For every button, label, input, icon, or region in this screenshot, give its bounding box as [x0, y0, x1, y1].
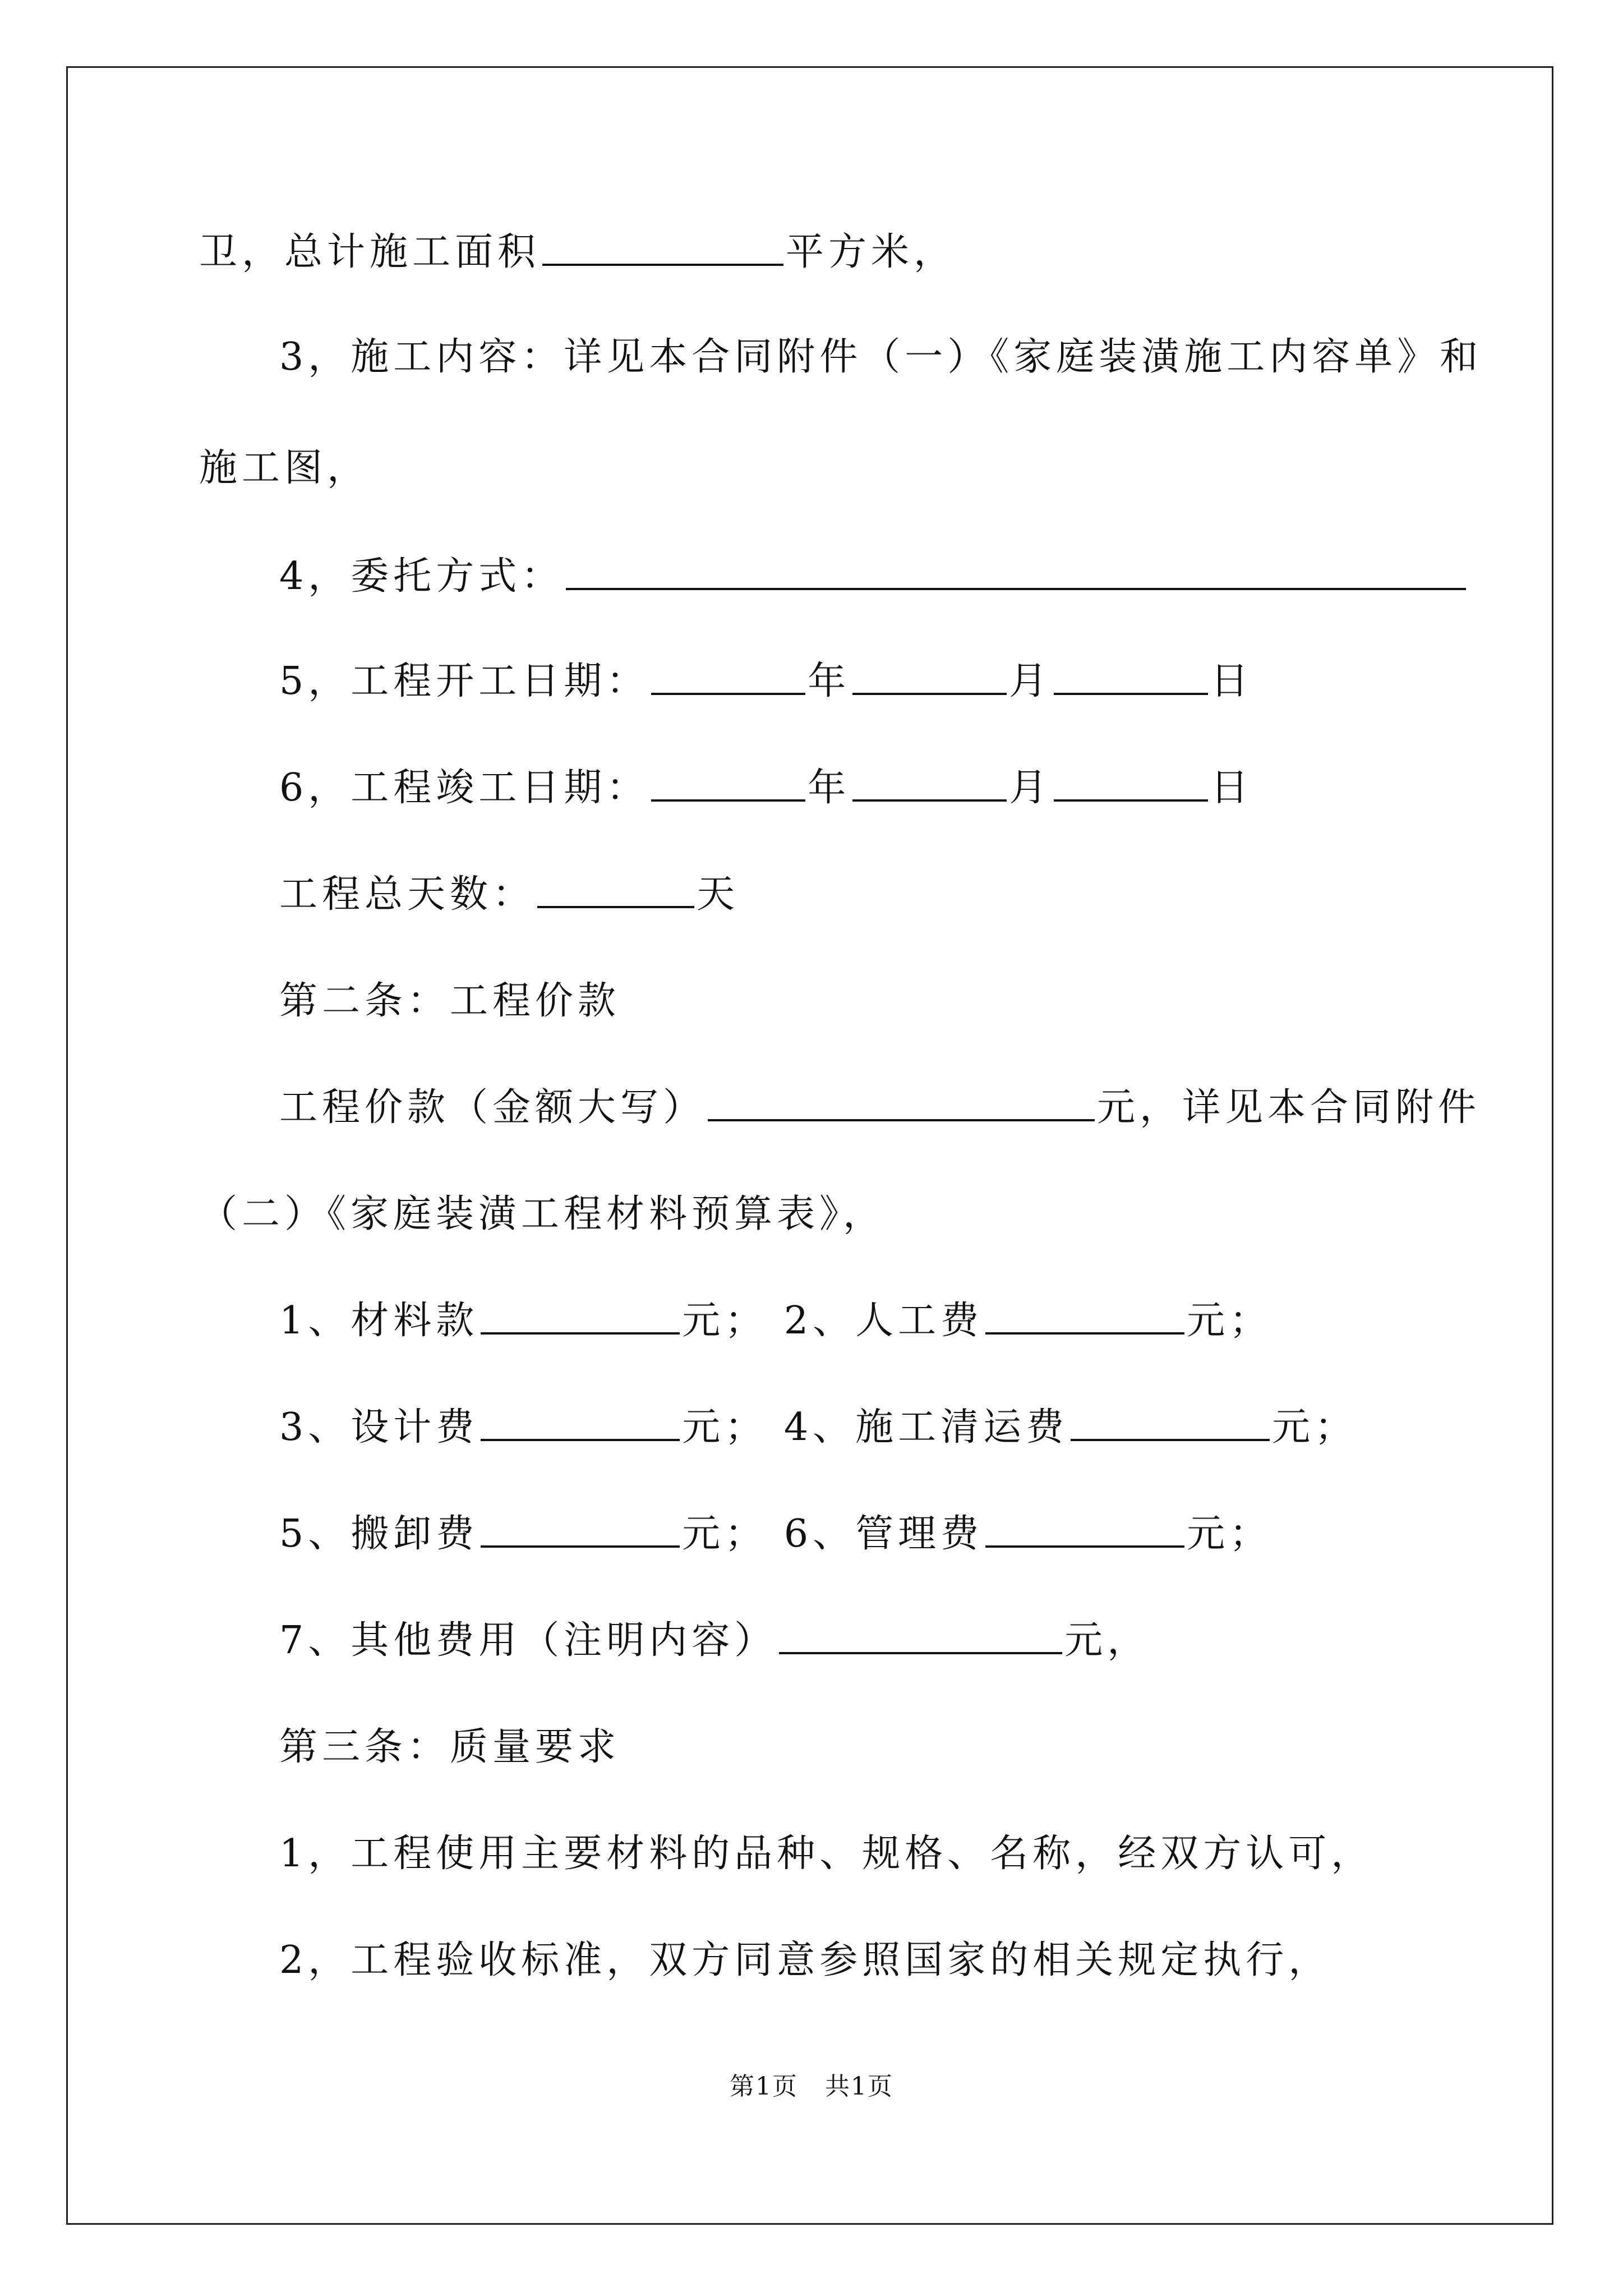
end-month-blank[interactable] [852, 766, 1007, 802]
text-segment: 元； 6、管理费 [682, 1512, 984, 1556]
text-segment: 元，详见本合同附件 [1097, 1085, 1481, 1130]
text-segment: 元， [1064, 1618, 1150, 1663]
text-line-drawing [199, 435, 370, 502]
text-line-end-date [279, 754, 1253, 822]
text-segment: 2，工程验收标准，双方同意参照国家的相关规定执行， [279, 1938, 1331, 1982]
text-segment: 卫，总计施工面积 [199, 230, 541, 274]
moving-fee-blank[interactable] [481, 1512, 680, 1548]
text-segment: 元； 2、人工费 [682, 1299, 984, 1343]
text-segment: 工程价款（金额大写） [279, 1085, 706, 1130]
text-line-price [279, 1074, 1481, 1142]
text-line-commission [279, 543, 1468, 610]
cleanup-fee-blank[interactable] [1071, 1405, 1270, 1441]
text-segment: 5、搬卸费 [279, 1512, 479, 1556]
text-segment: 日 [1210, 766, 1253, 810]
text-segment: 元； 4、施工清运费 [682, 1405, 1069, 1450]
text-segment: 1、材料款 [279, 1299, 479, 1343]
text-segment: 月 [1009, 659, 1052, 703]
start-year-blank[interactable] [651, 659, 805, 695]
text-segment: 月 [1009, 766, 1052, 810]
section-heading-quality [279, 1714, 620, 1781]
end-day-blank[interactable] [1054, 766, 1208, 802]
text-segment: 第三条：质量要求 [279, 1725, 621, 1769]
section-heading-price [279, 968, 620, 1035]
management-fee-blank[interactable] [985, 1512, 1184, 1548]
start-day-blank[interactable] [1054, 659, 1208, 695]
text-line-content [279, 324, 1482, 391]
text-line-acceptance [279, 1927, 1331, 1994]
text-segment: 元； [1187, 1512, 1272, 1556]
text-segment: 5，工程开工日期： [279, 659, 649, 703]
other-fee-blank[interactable] [779, 1618, 1062, 1654]
commission-blank[interactable] [566, 554, 1466, 590]
text-segment: 元； [1272, 1405, 1358, 1450]
area-blank[interactable] [542, 230, 783, 266]
text-segment: 年 [808, 659, 851, 703]
text-line-materials [279, 1820, 1373, 1888]
text-segment: 6，工程竣工日期： [279, 766, 649, 810]
text-line-fees-2 [279, 1394, 1357, 1461]
text-segment: 1，工程使用主要材料的品种、规格、名称，经双方认可， [279, 1832, 1374, 1876]
text-segment: 平方米， [786, 230, 957, 274]
text-line-budget [199, 1181, 886, 1248]
text-line-total-days [279, 861, 739, 928]
text-segment: 7、其他费用（注明内容） [279, 1618, 777, 1663]
text-line-fees-1 [279, 1287, 1272, 1355]
text-segment: 施工图， [199, 446, 370, 490]
text-segment: （二）《家庭装潢工程材料预算表》， [199, 1192, 886, 1236]
text-line-fees-3 [279, 1501, 1272, 1568]
price-blank[interactable] [708, 1085, 1095, 1121]
end-year-blank[interactable] [651, 766, 805, 802]
page-number: 第1页 [730, 2072, 798, 2101]
text-line-area [199, 219, 956, 286]
page-footer [0, 2070, 1623, 2104]
text-segment: 元； [1187, 1299, 1272, 1343]
text-segment: 3、设计费 [279, 1405, 479, 1450]
text-segment: 3，施工内容：详见本合同附件（一）《家庭装潢施工内容单》和 [279, 335, 1483, 379]
total-days-blank[interactable] [537, 872, 694, 908]
text-segment: 天 [697, 872, 740, 917]
text-segment: 第二条：工程价款 [279, 979, 621, 1023]
text-segment: 4，委托方式： [279, 554, 564, 599]
design-fee-blank[interactable] [481, 1405, 680, 1441]
start-month-blank[interactable] [852, 659, 1007, 695]
material-fee-blank[interactable] [481, 1299, 680, 1335]
text-segment: 日 [1210, 659, 1253, 703]
page-total: 共1页 [825, 2072, 893, 2101]
text-segment: 年 [808, 766, 851, 810]
text-line-other-fees [279, 1607, 1150, 1674]
text-segment: 工程总天数： [279, 872, 536, 917]
labor-fee-blank[interactable] [985, 1299, 1184, 1335]
text-line-start-date [279, 648, 1253, 715]
